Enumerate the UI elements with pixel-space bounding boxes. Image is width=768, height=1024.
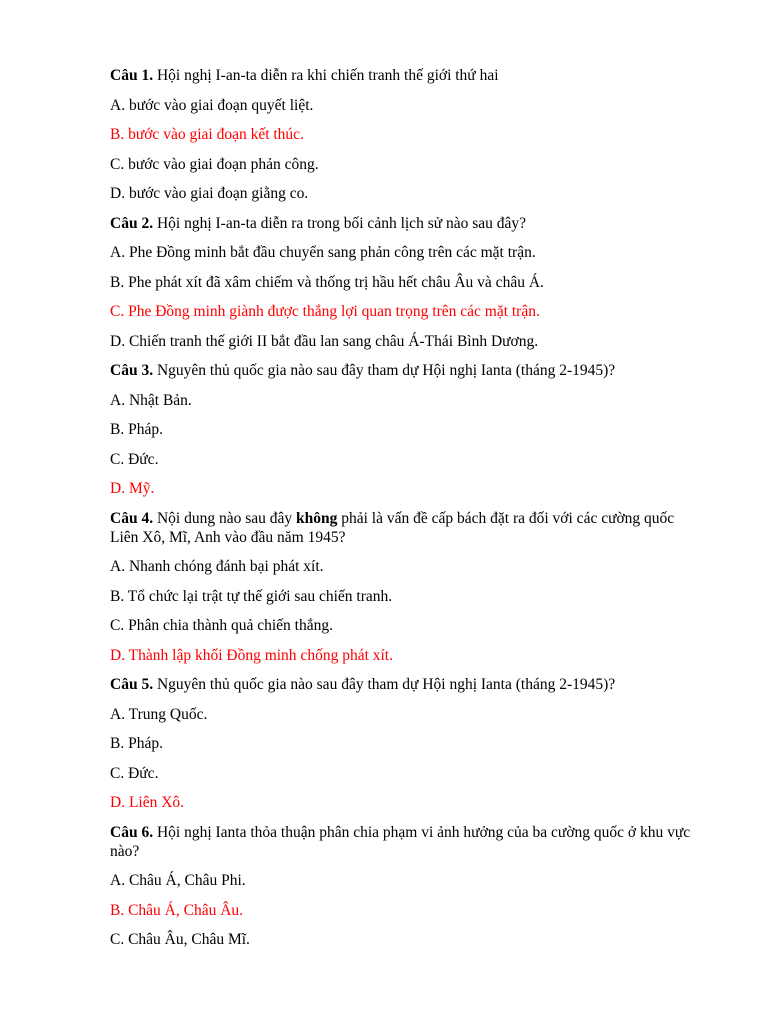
option-5a: A. Trung Quốc. xyxy=(110,705,208,723)
option-5d-correct: D. Liên Xô. xyxy=(110,794,185,811)
question-6 xyxy=(110,823,695,861)
option-2a: A. Phe Đồng minh bắt đầu chuyển sang phản công trên các mặt trận. xyxy=(110,244,536,261)
question-number: Câu 6. xyxy=(110,823,154,841)
question-number: Câu 2. xyxy=(110,214,154,232)
option-4d-correct: D. Thành lập khối Đồng minh chống phát xít. xyxy=(110,646,393,664)
question-text-before: Nội dung nào sau đây xyxy=(156,509,293,527)
question-text-after: phải là vấn đề cấp bách đặt ra đối với các cường quốc Liên Xô, Mĩ, Anh vào đầu năm 1945? xyxy=(110,509,675,546)
quiz-document xyxy=(110,66,695,960)
question-1 xyxy=(110,66,695,85)
option-1b-correct: B. bước vào giai đoạn kết thúc. xyxy=(110,126,304,143)
option-6a: A. Châu Á, Châu Phi. xyxy=(110,872,246,889)
question-number: Câu 4. xyxy=(110,509,154,527)
question-4 xyxy=(110,509,695,547)
question-text: Hội nghị I-an-ta diễn ra khi chiến tranh thế giới thứ hai xyxy=(156,67,499,84)
question-text: Hội nghị Ianta thỏa thuận phân chia phạm vi ảnh hưởng của ba cường quốc ở khu vực nào? xyxy=(110,823,691,860)
option-2d: D. Chiến tranh thế giới II bắt đầu lan sang châu Á-Thái Bình Dương. xyxy=(110,332,539,350)
question-text: Nguyên thủ quốc gia nào sau đây tham dự Hội nghị Ianta (tháng 2-1945)? xyxy=(156,676,616,693)
option-6b-correct: B. Châu Á, Châu Âu. xyxy=(110,901,244,919)
question-number: Câu 3. xyxy=(110,362,154,379)
question-5 xyxy=(110,675,695,694)
question-2 xyxy=(110,214,695,233)
option-3d-correct: D. Mỹ. xyxy=(110,480,155,497)
question-number: Câu 5. xyxy=(110,676,154,693)
question-3 xyxy=(110,361,695,380)
option-5c: C. Đức. xyxy=(110,764,159,782)
option-4c: C. Phân chia thành quả chiến thắng. xyxy=(110,617,333,634)
option-3a: A. Nhật Bản. xyxy=(110,391,192,409)
option-4b: B. Tổ chức lại trật tự thế giới sau chiến tranh. xyxy=(110,587,393,605)
option-1d: D. bước vào giai đoạn giằng co. xyxy=(110,185,309,202)
question-text: Nguyên thủ quốc gia nào sau đây tham dự Hội nghị Ianta (tháng 2-1945)? xyxy=(156,362,616,379)
option-6c: C. Châu Âu, Châu Mĩ. xyxy=(110,931,250,948)
option-3b: B. Pháp. xyxy=(110,421,163,438)
option-1a: A. bước vào giai đoạn quyết liệt. xyxy=(110,96,314,114)
question-number: Câu 1. xyxy=(110,67,154,84)
question-text-emphasis: không xyxy=(296,509,338,527)
option-3c: C. Đức. xyxy=(110,450,159,468)
question-text: Hội nghị I-an-ta diễn ra trong bối cảnh lịch sử nào sau đây? xyxy=(156,214,527,232)
option-1c: C. bước vào giai đoạn phản công. xyxy=(110,155,319,173)
option-4a: A. Nhanh chóng đánh bại phát xít. xyxy=(110,558,324,575)
option-5b: B. Pháp. xyxy=(110,735,163,752)
option-2c-correct: C. Phe Đồng minh giành được thắng lợi quan trọng trên các mặt trận. xyxy=(110,303,540,320)
option-2b: B. Phe phát xít đã xâm chiếm và thống trị hầu hết châu Âu và châu Á. xyxy=(110,273,544,291)
